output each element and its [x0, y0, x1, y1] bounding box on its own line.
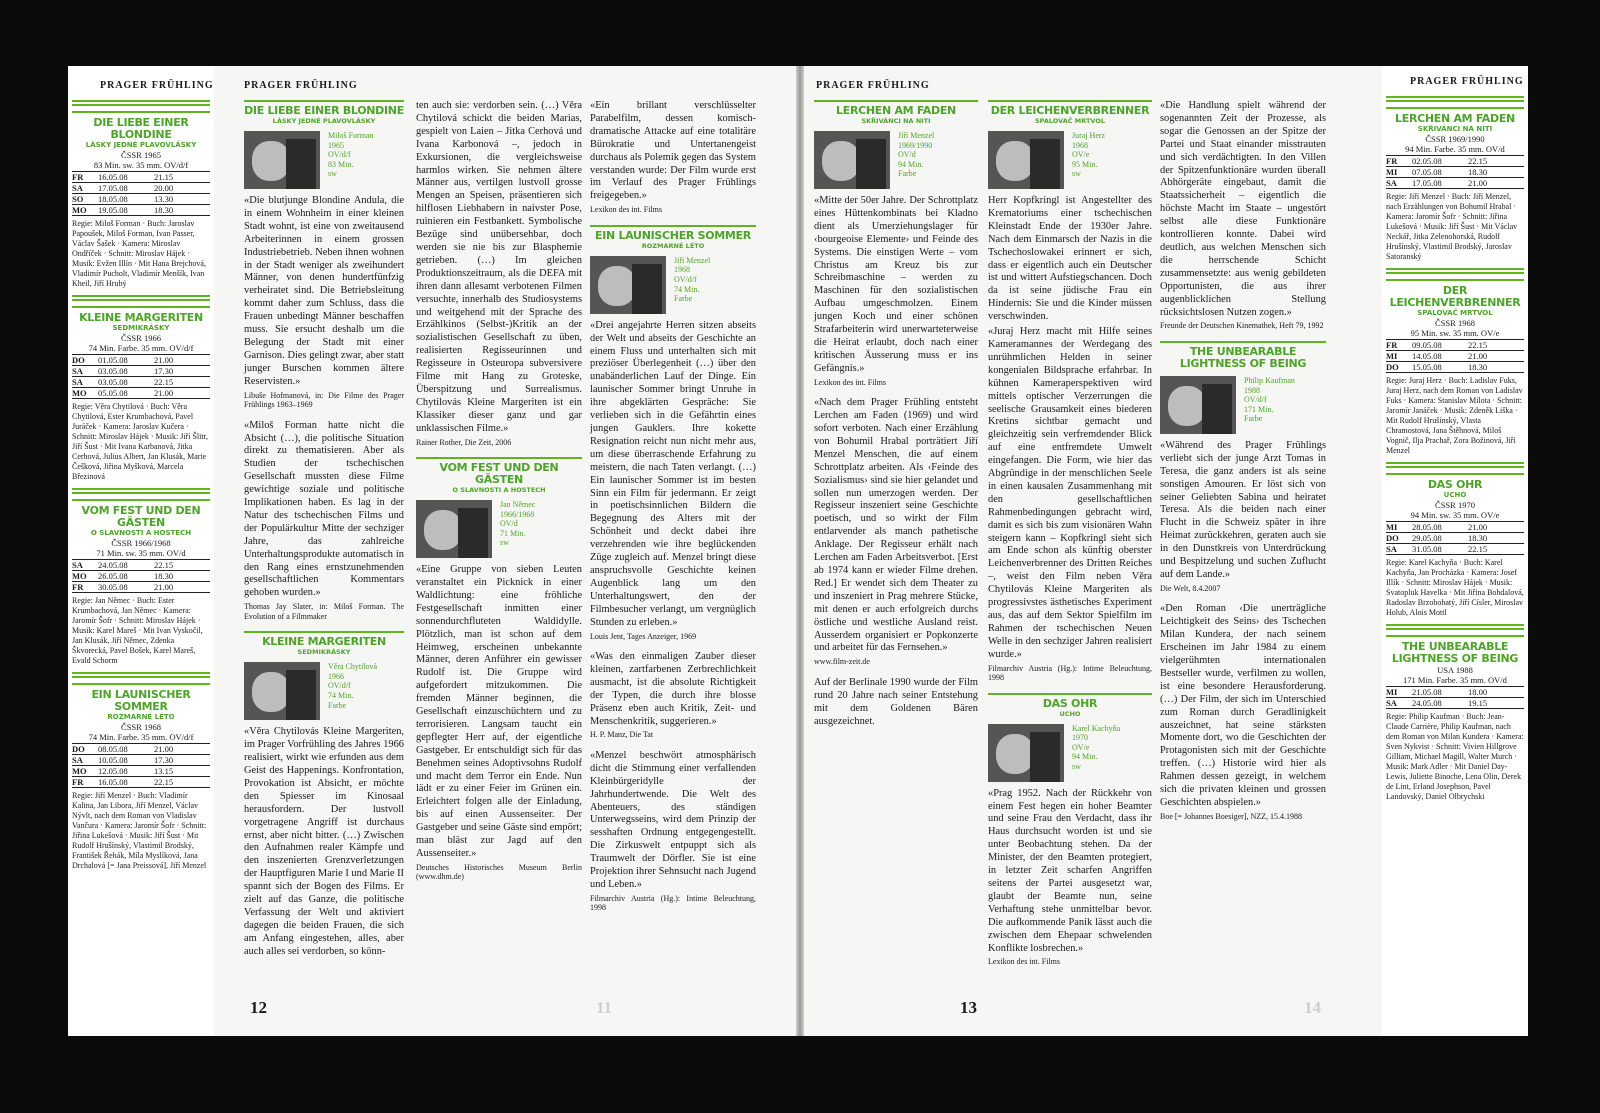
film-text: «Menzel beschwört atmosphärisch dicht die Stimmung einer verfallenden Kleinbürgeridylle der Jahrhundertwende. Die Welt des Abenteuers, des ständigen Unterwegsseins, wird dem Prinzip der sesshaften Ordnung entgegengestellt. Die Zirkuswelt entpuppt sich als Traumwelt der Dörfler. Sie ist eine Projektion ihrer Sehnsucht nach Jugend und Leben.»	[590, 749, 756, 890]
screening-country: ČSSR 1966/1968	[111, 538, 171, 548]
showtime-date: 09.05.08	[1412, 340, 1442, 350]
film-subtitle: ROZMARNÉ LÉTO	[641, 241, 705, 250]
showtime-date: 24.05.08	[1412, 698, 1442, 708]
showtime-date: 05.05.08	[98, 388, 128, 398]
showtime-date: 16.05.08	[98, 172, 128, 182]
film-text: Auf der Berlinale 1990 wurde der Film rund 20 Jahre nach seiner Entstehung mit dem Goldenen Bären ausgezeichnet.	[814, 676, 978, 727]
showtime-day: SA	[72, 366, 83, 376]
film-text: «Miloš Forman hatte nicht die Absicht (…), die politische Situation direkt zu thematisieren. Aber als Studien der tschechischen Gesellschaft mussten diese Filme gewichtige soziale und politische Implikationen haben. Es lag in der Natur des tschechischen Films und der Populärkultur Mitte der sechziger Jahre, das zahlreiche Unterhaltungsprodukte automatisch in den Rang eines ernstzunehmenden gesellschaftlichen Kommentars gehoben wurden.»	[244, 419, 404, 599]
screening-title: KLEINE MARGERITEN	[79, 311, 203, 324]
showtime-date: 18.05.08	[98, 194, 128, 204]
source-note: Filmarchiv Austria (Hg.): Intime Beleuchtung, 1998	[590, 893, 756, 913]
showtime-time: 18.30	[1468, 362, 1488, 372]
screening-block	[1382, 462, 1528, 618]
left-sidebar	[68, 66, 214, 1036]
showtime-time: 18.00	[1468, 687, 1488, 697]
screening-block	[1382, 96, 1528, 262]
showtime-row	[72, 582, 210, 593]
showtime-row	[72, 194, 210, 205]
film-text: «Die Handlung spielt während der sogenannten Zeit der Prozesse, als sogar die Genossen an der Spitze der Partei und Staat einander misstrauten und sich verdächtigten. In den Villen der Spitzenfunktionäre wurden überall Abhörgeräte eingebaut, damit die Staatssicherheit – eigentlich die höchste Macht im Staate – ungestört selbst alle diese Funktionäre kontrollieren konnte. Dabei wird deutlich, aus welchen Menschen sich die herrschende Schicht zusammensetzte: aus wenig gebildeten Opportunisten, die aus ihrer augenblicklichen Stellung rücksichtslosen Nutzen zogen.»	[1160, 100, 1326, 318]
showtime-time: 17.30	[154, 755, 174, 765]
film-text: «Juraj Herz macht mit Hilfe seines Kameramannes der Werdegang des unrühmlichen Helden in seiner kongenialen Bildsprache erfahrbar. In kühnen Kameraperspektiven wird mittels optischer Verzerrungen die seelische Grausamkeit eines biederen Kretins sichtbar gemacht und gleichzeitig sein verfremdender Blick auf eine entfremdete Umwelt eingefangen. Die Form, wie hier das Abgründige in der menschlichen Seele in einen kausalen Zusammenhang mit den gesellschaftlichen Rahmenbedingungen gebracht wird, damit es sich bis zum visionären Wahn steigern kann – Kopfkringl sieht sich am Ende schon als künftig oberster Leichenverbrenner des Dritten Reiches –, weist den Film neben Věra Chytilovás Kleine Margeriten als progressivstes ästhetisches Experiment aus, das auf dem Sektor Spielfilm im Rahmen der tschechischen Neuen Welle in den sechziger Jahren realisiert wurde.»	[988, 326, 1152, 660]
screening-info: 71 Min. sw. 35 mm. OV/d	[96, 548, 186, 558]
green-rule	[72, 672, 210, 685]
screening-title: THE UNBEARABLE LIGHTNESS OF BEING	[1391, 640, 1519, 665]
showtime-date: 16.05.08	[98, 777, 128, 787]
screening-subtitle: O SLAVNOSTI A HOSTECH	[90, 529, 192, 537]
screening-subtitle: ROZMARNÉ LÉTO	[107, 713, 175, 721]
film-title: VOM FEST UND DEN GÄSTEN	[439, 461, 559, 487]
screening-block	[68, 100, 214, 289]
film-subtitle: O SLAVNOSTI A HOSTECH	[452, 486, 546, 495]
screening-country: ČSSR 1966	[121, 333, 161, 343]
source-note: Lexikon des int. Films	[988, 957, 1060, 967]
showtime-day: DO	[1386, 533, 1399, 543]
film-title: THE UNBEARABLE LIGHTNESS OF BEING	[1179, 344, 1307, 370]
film-text: «Was den einmaligen Zauber dieser kleinen, zartfarbenen Zerbrechlichkeit ausmacht, ist die absolute Richtigkeit der Typen, die durch ihre blosse Präsenz eben auch Kritik, Zeit- und Menschenkritik, suggerieren.»	[590, 651, 756, 727]
screening-title: DIE LIEBE EINER BLONDINE	[93, 116, 189, 141]
film-title: EIN LAUNISCHER SOMMER	[595, 228, 751, 242]
film-subtitle: SPALOVAČ MRTVOL	[1035, 117, 1105, 125]
screening-title: VOM FEST UND DEN GÄSTEN	[81, 504, 201, 529]
showtime-date: 17.05.08	[1412, 178, 1442, 188]
showtime-time: 22.15	[1468, 156, 1488, 166]
showtime-row	[72, 366, 210, 377]
screening-credits: Regie: Jan Němec · Buch: Ester Krumbachová, Jan Němec · Kamera: Jaromír Šofr · Schnitt: Miroslav Hájek · Musik: Karel Mareš · Mit Ivan Vyskočil, Jan Klusák, Jiří Němec, Zdenka Škvorecká, Pavel Bošek, Karel Mareš, Evald Schorm	[72, 596, 203, 665]
green-rule	[1386, 96, 1524, 109]
showtime-time: 13.15	[154, 766, 174, 776]
page-number-ghost: 11	[596, 998, 613, 1017]
showtime-day: DO	[1386, 362, 1399, 372]
showtime-time: 22.15	[154, 560, 174, 570]
showtime-time: 18.30	[1468, 533, 1488, 543]
showtime-day: MO	[72, 766, 87, 776]
screening-credits: Regie: Jiří Menzel · Buch: Jiří Menzel, nach Erzählungen von Bohumil Hrabal · Kamera: Jaromír Šofr · Schnitt: Jiřina Lukešová · Musik: Jiří Šust · Mit Václav Neckář, Jitka Zelenohorská, Rudolf Hrušínský, Vlastimil Brodský, Jaroslav Satoranský	[1386, 192, 1518, 261]
showtime-time: 13.30	[154, 194, 174, 204]
film-text: «Den Roman ‹Die unerträgliche Leichtigkeit des Seins› des Tschechen Milan Kundera, der nach seinem Erscheinen im Jahr 1984 zu einem vielgerühmten internationalen Bestseller wurde, verfilmen zu wollen, ist eine besondere Herausforderung. (…) Der Film, der sich im Unterschied zum Roman durch Geradlinigkeit auszeichnet, hat seine stärksten Momente dort, wo die Geschichten der Protagonisten sich mit der Geschichte treffen. (…) Historie wird hier als Rahmen dessen gezeigt, in welchem sich die privaten kleinen und grossen Geschichten abspielen.»	[1160, 603, 1326, 808]
showtime-date: 17.05.08	[98, 183, 128, 193]
film-meta: Věra Chytilová 1966 OV/d/f 74 Min. Farbe	[328, 662, 378, 710]
page-gutter	[796, 66, 804, 1036]
right-sidebar	[1382, 66, 1528, 1036]
film-still	[416, 500, 492, 558]
showtime-time: 22.15	[154, 377, 174, 387]
showtime-row	[1386, 522, 1524, 533]
showtime-day: SA	[72, 755, 83, 765]
showtime-row	[1386, 351, 1524, 362]
film-still	[1160, 376, 1236, 434]
showtime-day: DO	[72, 355, 85, 365]
running-header: PRAGER FRÜHLING	[244, 80, 358, 91]
film-still	[244, 131, 320, 189]
source-note: Deutsches Historisches Museum Berlin (www.dhm.de)	[416, 862, 582, 882]
source-note: Rainer Rother, Die Zeit, 2006	[416, 437, 512, 447]
showtime-day: FR	[72, 172, 84, 182]
film-meta: Miloš Forman 1965 OV/d/f 83 Min. sw	[328, 131, 374, 179]
source-note: Freunde der Deutschen Kinemathek, Heft 79, 1992	[1160, 321, 1324, 331]
film-text: «Prag 1952. Nach der Rückkehr von einem Fest hegen ein hoher Beamter und seine Frau den Verdacht, dass ihr Haus durchsucht worden ist und sie unter Beobachtung stehen. Da der Minister, der den Beamten protegiert, in letzter Zeit scharfen Angriffen seitens der Partei ausgesetzt war, glaubt der Beamte nun, seine Verhaftung stehe unmittelbar bevor. Die aufkommende Panik lässt auch die zwischen dem Ehepaar schwelenden Konflikte losbrechen.»	[988, 787, 1152, 954]
film-still	[244, 662, 320, 720]
showtime-day: MI	[1386, 351, 1398, 361]
screening-subtitle: SKŘIVÁNCI NA NITI	[1417, 125, 1493, 133]
showtimes	[1386, 686, 1524, 709]
screening-credits: Regie: Miloš Forman · Buch: Jaroslav Papoušek, Miloš Forman, Ivan Passer, Václav Šašek · Kamera: Miroslav Ondříček · Schnitt: Miroslav Hájek · Musik: Evžen Illín · Mit Hana Brejchová, Vladimír Pucholt, Vladimír Menšík, Ivan Kheil, Jiří Hrubý	[72, 219, 206, 288]
film-meta: Karel Kachyňa 1970 OV/e 94 Min. sw	[1072, 723, 1121, 771]
showtime-row	[72, 377, 210, 388]
showtime-row	[1386, 544, 1524, 555]
page-number: 12	[250, 998, 267, 1017]
page-number: 13	[960, 998, 977, 1017]
column-2	[416, 100, 582, 892]
green-rule	[72, 295, 210, 308]
screening-subtitle: SEDMIKRÁSKY	[112, 324, 170, 332]
source-note: Lexikon des int. Films	[814, 377, 886, 387]
film-text: «Ein brillant verschlüsselter Parabelfilm, dessen komisch-dramatische Attacke auf eine totalitäre Bürokratie und Untertanengeist durchaus als Polemik gegen das System verstanden wurde: Der Film wurde erst im Verlauf des Prager Frühlings freigegeben.»	[590, 100, 756, 202]
showtime-day: FR	[72, 777, 84, 787]
screening-credits: Regie: Juraj Herz · Buch: Ladislav Fuks, Juraj Herz, nach dem Roman von Ladislav Fuks · Kamera: Stanislav Milota · Schnitt: Jaromír Janáček · Musik: Zdeněk Liška · Mit Rudolf Hrušínský, Vlasta Chramostová, Jana Štěhnová, Miloš Vognič, Ilja Prachař, Zora Božinová, Jiří Menzel	[1386, 376, 1523, 455]
screening-subtitle: SPALOVAČ MRTVOL	[1417, 309, 1493, 317]
showtime-day: SA	[72, 560, 83, 570]
showtime-day: MO	[72, 388, 87, 398]
film-meta: Jan Němec 1966/1968 OV/d 71 Min. sw	[500, 500, 536, 548]
showtimes	[72, 354, 210, 399]
film-text: «Drei angejahrte Herren sitzen abseits der Welt und abseits der Geschichte an einem Fluss und unterhalten sich mit preziöser Überlegenheit (…) über den unabänderlichen Lauf der Dinge. Ein launischer Sommer bringt Unruhe in ihre abgeklärten Gespräche: Sie verlieben sich in die Gefährtin eines jungen Gauklers. Ihre kokette Resignation reicht nun nicht mehr aus, um diese überraschende Erfahrung zu meistern, die nach Taten verlangt. (…) Ein launischer Sommer ist im besten Sinn ein Film für jedermann. Er zeigt in poetischsinnlichen Bildern die Begegnung des Alters mit der Schönheit und deckt dabei ihre verzehrenden wie ihre beglückenden Züge zugleich auf. Menzel bringt diese anspruchsvolle Geschichte keinen Augenblick lang um den Unterhaltungswert, den der Filmbesucher verlangt, um vergnüglich Stunden zu erleben.»	[590, 319, 756, 628]
green-rule	[72, 100, 210, 113]
showtimes	[1386, 155, 1524, 189]
showtime-row	[72, 755, 210, 766]
screening-block	[1382, 624, 1528, 802]
showtimes	[72, 559, 210, 593]
showtime-row	[1386, 362, 1524, 373]
showtime-row	[72, 205, 210, 216]
screening-country: ČSSR 1968	[121, 722, 161, 732]
showtime-day: MI	[1386, 167, 1398, 177]
showtime-row	[1386, 698, 1524, 709]
showtime-time: 19.15	[1468, 698, 1488, 708]
showtime-date: 02.05.08	[1412, 156, 1442, 166]
screening-subtitle: UCHO	[1443, 491, 1467, 499]
showtime-day: MI	[1386, 522, 1398, 532]
showtime-date: 28.05.08	[1412, 522, 1442, 532]
film-title: LERCHEN AM FADEN	[836, 104, 956, 117]
column-r1	[814, 100, 978, 730]
screening-country: ČSSR 1970	[1435, 500, 1475, 510]
showtime-row	[72, 183, 210, 194]
showtime-day: FR	[1386, 340, 1398, 350]
film-subtitle: SKŘIVÁNCI NA NITI	[861, 117, 931, 125]
left-page	[68, 66, 796, 1036]
film-still	[988, 724, 1064, 782]
film-text: «Mitte der 50er Jahre. Der Schrottplatz eines Hüttenkombinats bei Kladno dient als Umerziehungslager für ‹bourgeoise Elemente› und Feinde des Systems. Die einstigen Werte – vom Christus am Kreuz bis zur Schreibmaschine – werden zu Maschinen für den sozialistischen Aufbau umgeschmolzen. Einem jungen Koch und einer schönen Strafarbeiterin wird unerwarteterweise die Heirat erlaubt, doch nach einer kritischen Äusserung muss er ins Gefängnis.»	[814, 195, 978, 374]
showtime-day: SA	[72, 183, 83, 193]
film-title: DAS OHR	[1042, 696, 1098, 710]
showtime-day: MI	[1386, 687, 1398, 697]
film-text: ten auch sie: verdorben sein. (…) Věra Chytilová schickt die beiden Marias, gespielt von Laien – Jitka Cerhová und Ivana Karbonová –, jedoch in Exkursionen, die vergleichsweise harmlos wirken. Sie nehmen ältere Männer aus, vertilgen lustvoll grosse Mengen an Speisen, präsentieren sich hilflosen Liebhabern in naivster Pose, ruinieren ein Festbankett. Symbolische Bezüge sind unübersehbar, doch werden sie nie bis zur Blasphemie getrieben. (…) Im gleichen Produktionszeitraum, als die DEFA mit ihren dann allesamt verbotenen Filmen versuchte, innerhalb des Studiosystems und weitgehend mit der Sprache des Erzählkinos (Selbst-)Kritik an der sozialistischen Gesellschaft zu üben, realisierten Regisseurinnen und Regisseure in Osteuropa subversivere Filme mit Hang zu Groteske, Überspitzung und Surrealismus. Chytilovás Kleine Margeriten ist ein Klassiker dieser ganz und gar unklassischen Filme.»	[416, 100, 582, 434]
showtime-day: SA	[1386, 544, 1397, 554]
showtime-date: 29.05.08	[1412, 533, 1442, 543]
showtime-date: 14.05.08	[1412, 351, 1442, 361]
showtime-row	[72, 560, 210, 571]
screening-block	[1382, 268, 1528, 456]
screening-info: 74 Min. Farbe. 35 mm. OV/d/f	[88, 343, 194, 353]
showtime-row	[1386, 533, 1524, 544]
film-still	[988, 131, 1064, 189]
showtime-date: 08.05.08	[98, 744, 128, 754]
showtime-time: 22.15	[1468, 544, 1488, 554]
film-text: «Eine Gruppe von sieben Leuten veranstaltet ein Picknick in einer Waldlichtung: eine fröhliche Festgesellschaft inmitten einer sonnendurchfluteten Waldidylle. Plötzlich, man ist schon auf dem Heimweg, erscheinen unbekannte Männer, deren Anführer ein gewisser Rudolf ist. Die Gruppe wird aufgefordert mitzukommen. Die fremden Männer beginnen, die Gesellschaft einzuschüchtern und zu terrorisieren. Langsam taucht ein gepflegter Herr auf, der eigentliche Gastgeber. Er entschuldigt sich für das Benehmen seines Adoptivsohns Rudolf und macht dem Terror ein Ende. Nun lädt er zu einer Feier im Grünen ein. Erleichtert folgen alle der Einladung, bis auf einen Aussenseiter. Der Gastgeber und seine Gäste sind empört; man bläst zur Jagd auf den Aussenseiter.»	[416, 564, 582, 859]
film-text: Herr Kopfkringl ist Angestellter des Krematoriums einer tschechischen Kleinstadt Ende der 1930er Jahre. Nach dem Einmarsch der Nazis in die Tschechoslowakei erinnert er sich, dass er eigentlich auch ein Deutscher ist und wittert Aufstiegschancen. Doch da ist seine jüdische Frau ein Hindernis: Sie und die Kinder müssen verschwinden.	[988, 195, 1152, 323]
showtime-date: 19.05.08	[98, 205, 128, 215]
showtime-time: 18.30	[154, 571, 174, 581]
screening-block	[68, 672, 214, 871]
showtime-row	[72, 172, 210, 183]
showtime-time: 17.30	[154, 366, 174, 376]
showtime-day: FR	[72, 582, 84, 592]
showtime-day: SA	[72, 377, 83, 387]
screening-title: DAS OHR	[1427, 478, 1483, 491]
showtime-row	[1386, 178, 1524, 189]
screening-title: EIN LAUNISCHER SOMMER	[91, 688, 191, 713]
film-still	[814, 131, 890, 189]
right-page	[804, 66, 1528, 1036]
showtime-time: 18.30	[1468, 167, 1488, 177]
showtime-day: SA	[1386, 698, 1397, 708]
showtime-time: 21.15	[154, 172, 174, 182]
source-note: www.film-zeit.de	[814, 657, 870, 667]
showtime-date: 03.05.08	[98, 377, 128, 387]
column-1	[244, 100, 404, 961]
source-note: Libuše Hofmanová, in: Die Filme des Prager Frühlings 1963–1969	[244, 390, 404, 410]
screening-block	[68, 488, 214, 666]
showtime-date: 15.05.08	[1412, 362, 1442, 372]
showtime-day: MO	[72, 571, 87, 581]
source-note: Die Welt, 8.4.2007	[1160, 583, 1221, 593]
column-3	[590, 100, 756, 923]
film-title: KLEINE MARGERITEN	[262, 635, 386, 649]
showtime-time: 21.00	[1468, 522, 1488, 532]
screening-info: 83 Min. sw. 35 mm. OV/d/f	[93, 160, 189, 170]
running-header-left: PRAGER FRÜHLING	[100, 80, 214, 91]
showtime-date: 24.05.08	[98, 560, 128, 570]
screening-country: ČSSR 1968	[1435, 318, 1475, 328]
showtime-date: 26.05.08	[98, 571, 128, 581]
showtime-time: 21.00	[154, 355, 174, 365]
showtime-row	[72, 388, 210, 399]
source-note: Louis Jent, Tages Anzeiger, 1969	[590, 631, 697, 641]
showtime-row	[1386, 687, 1524, 698]
green-rule	[1386, 462, 1524, 475]
showtime-day: MO	[72, 205, 87, 215]
green-rule	[1386, 268, 1524, 281]
film-meta: Jiří Menzel 1968 OV/d/f 74 Min. Farbe	[674, 255, 711, 304]
screening-credits: Regie: Jiří Menzel · Buch: Vladimír Kalina, Jan Libora, Jiří Menzel, Václav Nývlt, nach dem Roman von Vladislav Vančura · Kamera: Jaromír Šofr · Schnitt: Jiřina Lukešová · Musik: Jiří Šust · Mit Rudolf Hrušínský, Vlastimil Brodský, František Řehák, Míla Myslíková, Jana Drchalová [= Jana Preissová], Jiří Menzel	[72, 791, 207, 870]
green-rule	[1386, 624, 1524, 637]
film-meta: Philip Kaufman 1988 OV/d/f 171 Min. Farbe	[1244, 375, 1295, 424]
film-text: «Die blutjunge Blondine Andula, die in einem Wohnheim in einer kleinen Stadt wohnt, ist eine von zweitausend Arbeiterinnen in einem grossen Industriebetrieb. Neben ihnen wohnen in der Stadt weniger als zweihundert Männer, von denen hundertfünfzig verheiratet sind. Die Betriebsleitung kommt daher zum Schluss, dass die Frauen unbedingt Männer beschaffen muss. Sie ersucht deshalb um die Belegung der Stadt mit einer Garnison. Dies gelingt zwar, aber statt junger Burschen kommen ältere Reservisten.»	[244, 195, 404, 387]
running-header-right: PRAGER FRÜHLING	[1410, 76, 1524, 87]
film-subtitle: LÁSKY JEDNÉ PLAVOVLÁSKY	[272, 117, 376, 125]
showtimes	[1386, 339, 1524, 373]
source-note: Thomas Jay Slater, in: Miloš Forman. The Evolution of a Filmmaker	[244, 602, 404, 621]
showtime-time: 21.00	[1468, 351, 1488, 361]
showtimes	[1386, 521, 1524, 555]
showtime-date: 01.05.08	[98, 355, 128, 365]
showtime-row	[1386, 340, 1524, 351]
screening-info: 95 Min. sw. 35 mm. OV/e	[1410, 328, 1500, 338]
showtime-day: FR	[1386, 156, 1398, 166]
showtime-date: 31.05.08	[1412, 544, 1442, 554]
showtime-day: SO	[72, 194, 84, 204]
showtime-day: DO	[72, 744, 85, 754]
showtimes	[72, 171, 210, 216]
screening-info: 94 Min. Farbe. 35 mm. OV/d	[1405, 144, 1505, 154]
showtime-row	[1386, 167, 1524, 178]
showtime-time: 21.00	[154, 582, 174, 592]
showtime-time: 22.15	[1468, 340, 1488, 350]
showtime-day: SA	[1386, 178, 1397, 188]
showtime-row	[72, 571, 210, 582]
film-subtitle: SEDMIKRÁSKY	[297, 648, 351, 657]
screening-credits: Regie: Philip Kaufman · Buch: Jean-Claude Carrière, Philip Kaufman, nach dem Roman von Milan Kundera · Kamera: Sven Nykvist · Schnitt: Vivien Hillgrove Gilliam, Michael Magill, Walter Murch · Musik: Mark Adler · Mit Daniel Day-Lewis, Juliette Binoche, Lena Olin, Derek de Lint, Erland Josephson, Pavel Landovský, Daniel Olbrychski	[1386, 712, 1524, 801]
showtime-row	[72, 744, 210, 755]
column-r2	[988, 100, 1152, 977]
showtime-time: 21.00	[1468, 178, 1488, 188]
film-text: «Während des Prager Frühlings verliebt sich der junge Arzt Tomas in Teresa, die ganz anders ist als seine sonstigen Amouren. Er löst sich von seiner Geliebten Sabina und heiratet Teresa. Als die beiden nach einer Flucht in die Schweiz später in ihre Heimat zurückkehren, geraten auch sie in den Dunstkreis von Unterdrückung und Bespitzelung und suchen Zuflucht auf dem Lande.»	[1160, 439, 1326, 580]
screening-info: 171 Min. Farbe. 35 mm. OV/d	[1403, 675, 1507, 685]
film-subtitle: UCHO	[1059, 709, 1081, 718]
source-note: Filmarchiv Austria (Hg.): Intime Beleuchtung, 1998	[988, 663, 1152, 683]
screening-info: 74 Min. Farbe. 35 mm. OV/d/f	[88, 732, 194, 742]
source-note: Lexikon des int. Films	[590, 205, 662, 215]
film-text: «Věra Chytilovás Kleine Margeriten, im Prager Vorfrühling des Jahres 1966 realisiert, wirkt wie erfunden aus dem Geist des Happenings. Konfrontation, Provokation ist Absicht, er möchte den Spiesser im Kinosaal herausfordern. Der lustvoll vorgetragene Angriff ist durchaus ernst, aber nicht bitter. (…) Zwischen den Aufnahmen realer Kämpfe und den inszenierten Grenzverletzungen der Hauptfiguren Marie I und Marie II spannt sich der Bogen des Films. Er zielt auf das Ganze, die politische Verfassung der Welt und aktiviert dagegen die beiden Frauen, die sich am Anfang eingestehen, alles, aber auch alles sei verdorben, so könn-	[244, 726, 404, 957]
screening-country: USA 1988	[1437, 665, 1473, 675]
film-title: DER LEICHENVERBRENNER	[990, 104, 1150, 117]
screening-subtitle: LÁSKY JEDNÉ PLAVOVLÁSKY	[85, 141, 197, 149]
showtime-date: 07.05.08	[1412, 167, 1442, 177]
showtime-date: 12.05.08	[98, 766, 128, 776]
screening-title: LERCHEN AM FADEN	[1395, 112, 1515, 125]
showtime-date: 30.05.08	[98, 582, 128, 592]
screening-credits: Regie: Věra Chytilová · Buch: Věra Chytilová, Ester Krumbachová, Pavel Juráček · Kamera: Jaroslav Kučera · Schnitt: Miroslav Hájek · Musik: Jiří Šlitr, Jiří Šust · Mit Ivana Karbanová, Jitka Cerhová, Julius Albert, Jan Klusák, Marie Češková, Jiřina Myšková, Marcela Březinová	[72, 402, 208, 481]
screening-country: ČSSR 1965	[121, 150, 161, 160]
film-text: «Nach dem Prager Frühling entsteht Lerchen am Faden (1969) und wird sofort verboten. Nach einer Erzählung von Bohumil Hrabal porträtiert Jiří Menzel Menschen, die auf einem Schrottplatz arbeiten. Als ‹Feinde des Sozialismus› sind sie hier gelandet und sollen nun umerzogen werden. Der Regisseur inszeniert seine Geschichte poetisch, und so wirkt der Film entlarvender als manch pathetische Anklage. Der Regisseur erhält nach Lerchen am Faden Arbeitsverbot. [Erst ab 1974 kann er wieder Filme drehen. Red.] Er wendet sich dem Theater zu und inszeniert in Prag mehrere Stücke, mit denen er auch erfolgreich durchs östliche und westliche Ausland reist. Ausserdem organisiert er Popkonzerte und arbeitet für das Fernsehen.»	[814, 397, 978, 654]
source-note: Boe [= Johannes Boesiger], NZZ, 15.4.1988	[1160, 811, 1303, 821]
showtime-row	[1386, 156, 1524, 167]
screening-credits: Regie: Karel Kachyňa · Buch: Karel Kachyňa, Jan Procházka · Kamera: Josef Illík · Schnitt: Miroslav Hájek · Musik: Svatopluk Havelka · Mit Jiřina Bohdalová, Radoslav Brzobohatý, Jiří Císler, Miroslav Holub, Alois Mottl	[1386, 558, 1524, 617]
source-note: H. P. Manz, Die Tat	[590, 730, 654, 740]
screening-block	[68, 295, 214, 482]
showtime-date: 03.05.08	[98, 366, 128, 376]
showtimes	[72, 743, 210, 788]
screening-info: 94 Min. sw. 35 mm. OV/e	[1410, 510, 1500, 520]
showtime-date: 21.05.08	[1412, 687, 1442, 697]
screening-title: DER LEICHENVERBRENNER	[1389, 284, 1521, 309]
page-number-ghost: 14	[1304, 998, 1321, 1017]
green-rule	[72, 488, 210, 501]
showtime-row	[72, 355, 210, 366]
showtime-time: 21.00	[154, 388, 174, 398]
column-r3	[1160, 100, 1326, 831]
running-header: PRAGER FRÜHLING	[816, 80, 930, 91]
showtime-time: 20.00	[154, 183, 174, 193]
film-meta: Jiří Menzel 1969/1990 OV/d 94 Min. Farbe	[898, 131, 935, 179]
showtime-date: 10.05.08	[98, 755, 128, 765]
film-title: DIE LIEBE EINER BLONDINE	[244, 104, 404, 117]
showtime-row	[72, 766, 210, 777]
film-meta: Juraj Herz 1968 OV/e 95 Min. sw	[1072, 131, 1106, 179]
screening-country: ČSSR 1969/1990	[1425, 134, 1485, 144]
showtime-time: 21.00	[154, 744, 174, 754]
showtime-time: 18.30	[154, 205, 174, 215]
showtime-time: 22.15	[154, 777, 174, 787]
showtime-row	[72, 777, 210, 788]
film-still	[590, 256, 666, 314]
